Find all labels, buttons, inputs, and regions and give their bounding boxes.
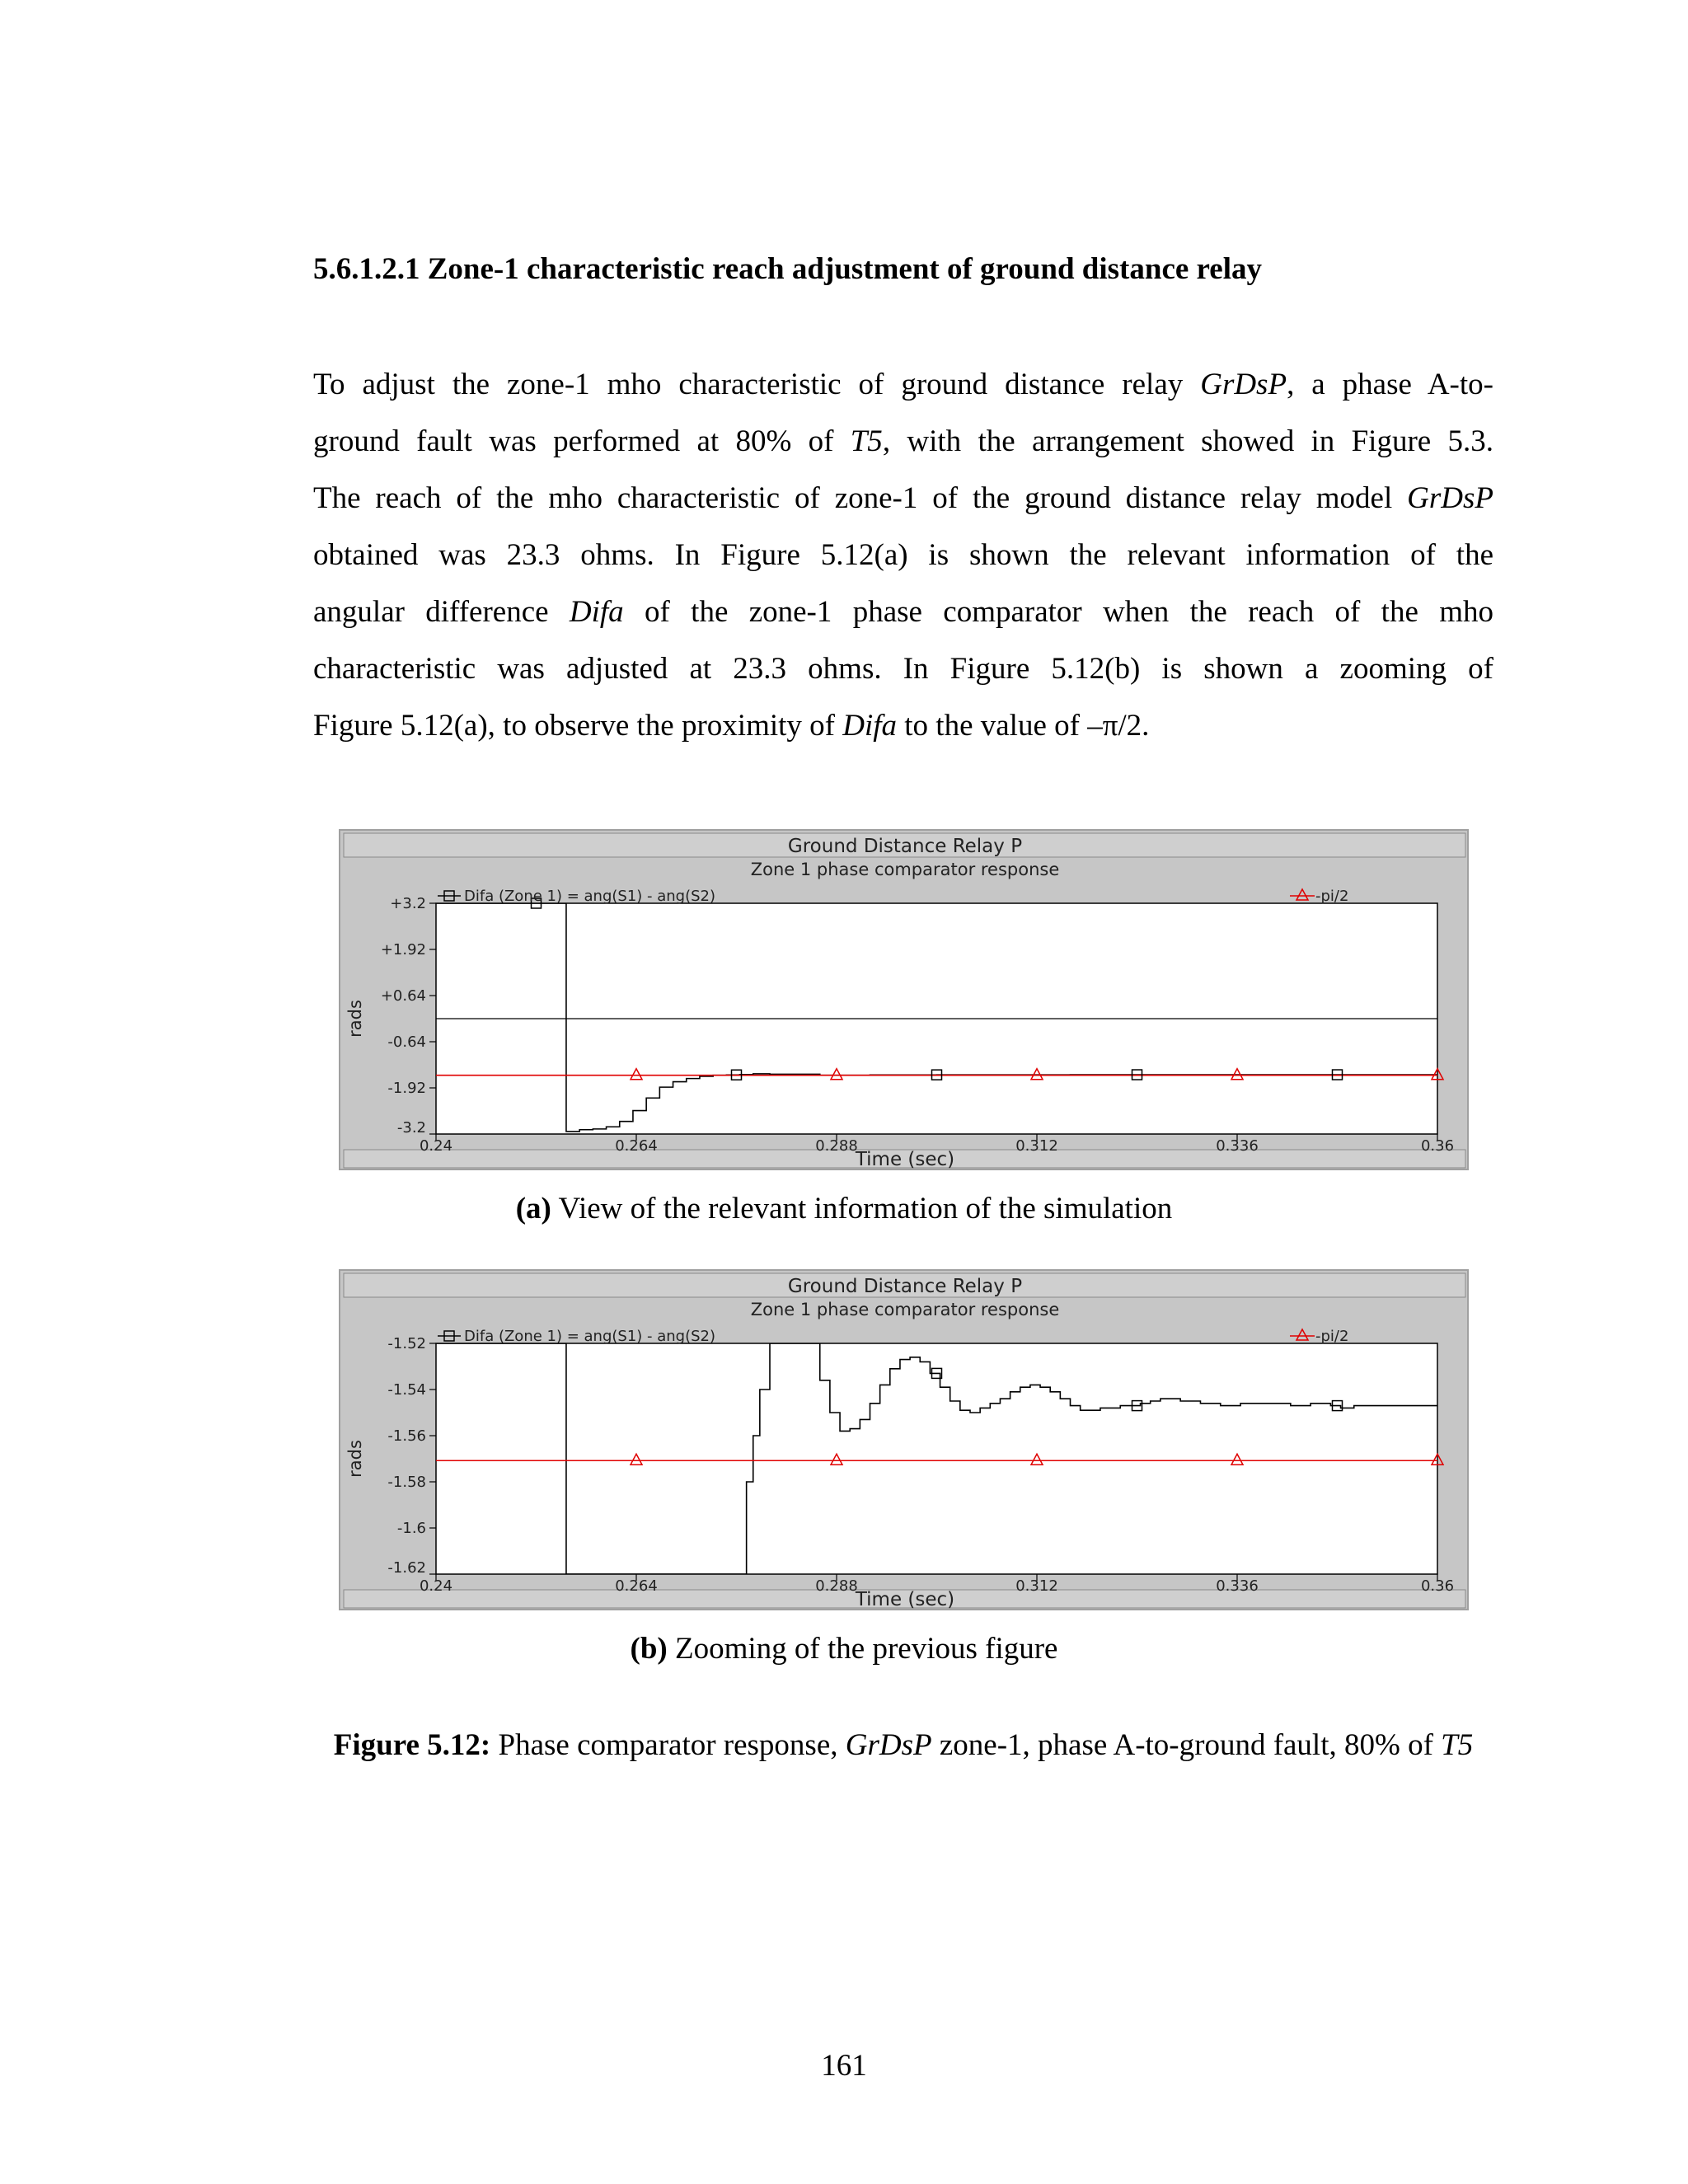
y-tick-label: -1.58 [387,1474,426,1491]
x-tick-label: 0.24 [419,1137,453,1155]
text-run: , with the arrangement showed in Figure 5.3. [882,424,1493,458]
y-tick-label: -0.64 [387,1033,426,1051]
italic-term: GrDsP [1407,481,1493,515]
chart-subtitle: Zone 1 phase comparator response [750,860,1060,879]
x-tick-label: 0.336 [1216,1577,1259,1595]
italic-term: T5 [850,424,883,458]
x-tick-label: 0.36 [1420,1577,1455,1595]
paragraph-line [313,470,1493,527]
x-tick-label: 0.288 [815,1577,858,1595]
italic-term: T5 [1441,1728,1474,1762]
x-tick-label: 0.36 [1420,1137,1455,1155]
text-run: To adjust the zone-1 mho characteristic of ground distance relay [313,368,1201,401]
legend-label-difa: Difa (Zone 1) = ang(S1) - ang(S2) [464,1328,716,1345]
y-tick-label: +0.64 [380,987,426,1005]
x-tick-label: 0.288 [815,1137,858,1155]
legend-label-pi-half: -pi/2 [1315,888,1349,905]
figure-plot-b [339,1269,1469,1610]
y-tick-label: -1.54 [387,1381,426,1399]
paragraph-line [313,697,1493,754]
subcaption-b-text: Zooming of the previous figure [667,1632,1058,1666]
paragraph-line [313,640,1493,697]
text-run: Figure 5.12(a), to observe the proximity of [313,709,843,743]
y-tick-label: +3.2 [390,895,426,912]
y-axis-label: rads [345,1440,365,1478]
text-run: , a phase A-to- [1287,368,1493,401]
legend-marker-pi-half [1296,889,1308,900]
paragraph-line [313,413,1493,470]
figure-caption-label: Figure 5.12: [333,1728,491,1762]
text-run: to the value of –π/2. [897,709,1150,743]
italic-term: Difa [569,595,624,629]
y-tick-label: -3.2 [396,1119,426,1137]
x-tick-label: 0.312 [1015,1137,1058,1155]
body-paragraph [313,356,1493,754]
subcaption-b-label: (b) [630,1632,668,1666]
text-run: of the zone-1 phase comparator when the reach of the mho [623,595,1493,629]
paragraph-line [313,583,1493,640]
subcaption-a-text: View of the relevant information of the simulation [551,1192,1173,1226]
x-tick-label: 0.336 [1216,1137,1259,1155]
text-run: Phase comparator response, [490,1728,846,1762]
y-tick-label: -1.52 [387,1335,426,1352]
x-axis-label: Time (sec) [855,1589,955,1610]
chart-a [340,831,1470,1172]
text-run: The reach of the mho characteristic of zone-1 of the ground distance relay model [313,481,1408,515]
italic-term: Difa [842,709,898,743]
text-run: zone-1, phase A-to-ground fault, 80% of [931,1728,1442,1762]
legend-marker-pi-half [1296,1329,1308,1340]
subcaption-a [0,1191,1688,1226]
x-tick-label: 0.264 [615,1137,658,1155]
y-tick-label: +1.92 [380,941,426,958]
section-heading: 5.6.1.2.1 Zone-1 characteristic reach adjustment of ground distance relay [313,252,1262,286]
chart-subtitle: Zone 1 phase comparator response [750,1300,1060,1319]
text-run: obtained was 23.3 ohms. In Figure 5.12(a) is shown the relevant information of the [313,538,1493,572]
figure-plot-a [339,829,1469,1170]
italic-term: GrDsP [845,1728,932,1762]
chart-title: Ground Distance Relay P [787,836,1023,857]
y-tick-label: -1.6 [396,1520,426,1537]
page-number: 161 [821,2049,867,2083]
text-run: angular difference [313,595,570,629]
legend-label-pi-half: -pi/2 [1315,1328,1349,1345]
y-axis-label: rads [345,1000,365,1038]
y-tick-label: -1.92 [387,1080,426,1097]
chart-title: Ground Distance Relay P [787,1276,1023,1297]
figure-caption [313,1717,1493,1774]
subcaption-a-label: (a) [515,1192,551,1226]
text-run: characteristic was adjusted at 23.3 ohms. In Figure 5.12(b) is shown a zooming of [313,652,1493,686]
x-tick-label: 0.264 [615,1577,658,1595]
text-run: ground fault was performed at 80% of [313,424,851,458]
chart-b [340,1271,1470,1612]
y-tick-label: -1.62 [387,1559,426,1577]
x-tick-label: 0.24 [419,1577,453,1595]
x-tick-label: 0.312 [1015,1577,1058,1595]
legend-label-difa: Difa (Zone 1) = ang(S1) - ang(S2) [464,888,716,905]
x-axis-label: Time (sec) [855,1149,955,1170]
italic-term: GrDsP [1200,368,1287,401]
subcaption-b [0,1631,1688,1666]
paragraph-line [313,356,1493,413]
y-tick-label: -1.56 [387,1427,426,1445]
paragraph-line [313,527,1493,583]
